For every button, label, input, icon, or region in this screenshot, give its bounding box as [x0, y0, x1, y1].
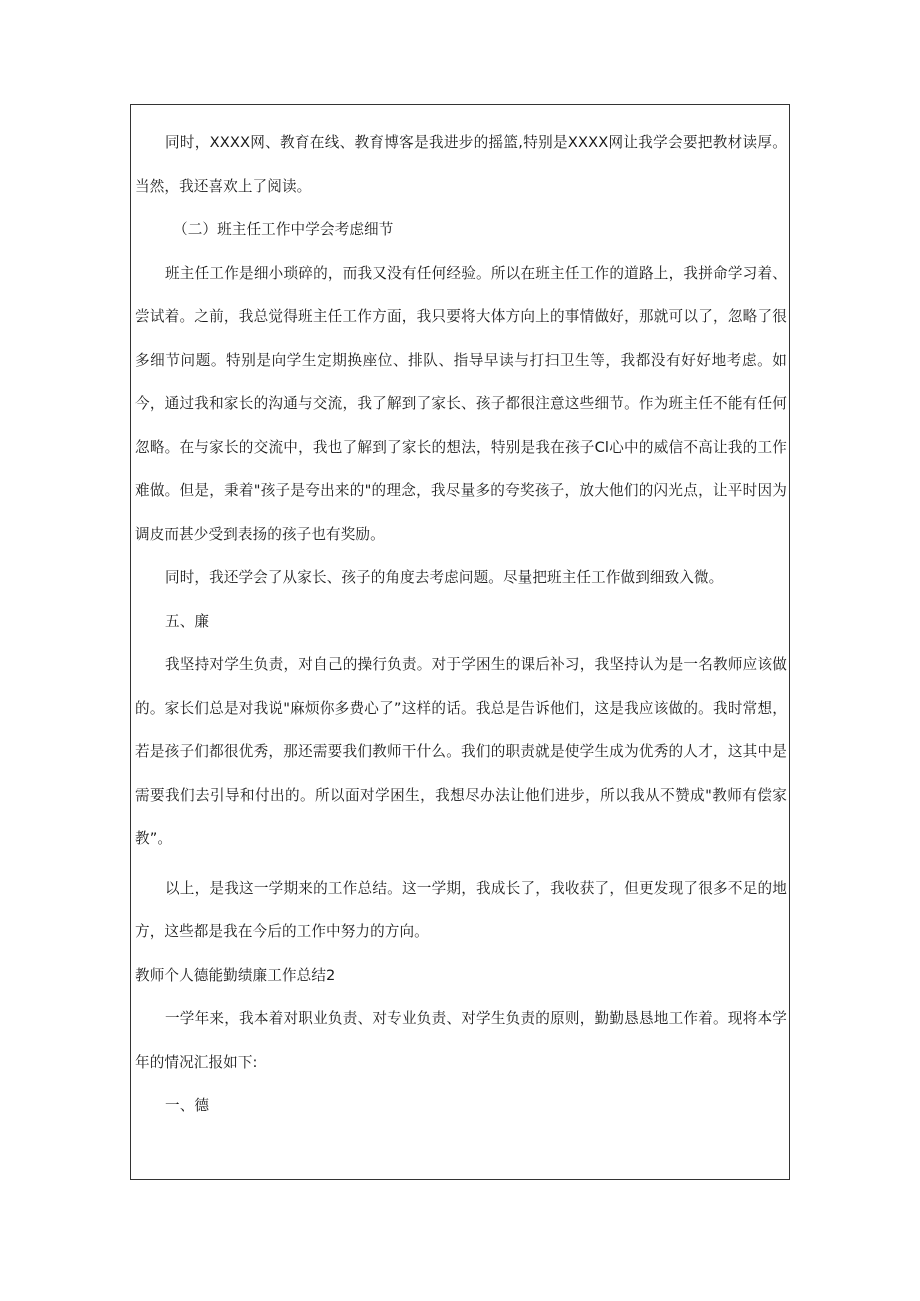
paragraph-perspective: 同时，我还学会了从家长、孩子的角度去考虑问题。尽量把班主任工作做到细致入微。: [165, 569, 724, 586]
section-heading-integrity: 五、廉: [165, 612, 210, 630]
document-frame: [130, 104, 790, 1180]
paragraph-conclusion: 以上，是我这一学期来的工作总结。这一学期，我成长了，我收获了，但更发现了很多不足的地方，这些都是我在今后的工作中努力的方向。: [135, 879, 787, 940]
document-title-2: 教师个人德能勤绩廉工作总结2: [135, 966, 336, 984]
paragraph-integrity: 我坚持对学生负责，对自己的操行负责。对于学困生的课后补习，我坚持认为是一名教师应该做的。家长们总是对我说"麻烦你多费心了”这样的话。我总是告诉他们，这是我应该做的。我时常想，若是孩子们都很优秀，那还需要我们教师干什么。我们的职责就是使学生成为优秀的人才，这其中是需要我们去引导和付出的。所以面对学困生，我想尽办法让他们进步，所以我从不赞成"教师有偿家教”。: [135, 656, 787, 847]
paragraph-online-learning: 同时，XXXX网、教育在线、教育博客是我进步的摇篮,特别是XXXX网让我学会要把教材读厚。当然，我还喜欢上了阅读。: [135, 134, 787, 195]
subheading-class-teacher-details: （二）班主任工作中学会考虑细节: [173, 221, 394, 238]
paragraph-intro-2: 一学年来，我本着对职业负责、对专业负责、对学生负责的原则，勤勤恳恳地工作着。现将本学年的情况汇报如下:: [135, 1010, 787, 1071]
section-heading-morality: 一、德: [165, 1097, 210, 1114]
document-body: [135, 121, 787, 1128]
paragraph-class-teacher-work: 班主任工作是细小琐碎的，而我又没有任何经验。所以在班主任工作的道路上，我拼命学习着、尝试着。之前，我总觉得班主任工作方面，我只要将大体方向上的事情做好，那就可以了，忽略了很多细节问题。特别是向学生定期换座位、排队、指导早读与打扫卫生等，我都没有好好地考虑。如今，通过我和家长的沟通与交流，我了解到了家长、孩子都很注意这些细节。作为班主任不能有任何忽略。在与家长的交流中，我也了解到了家长的想法，特别是我在孩子Cl心中的威信不高让我的工作难做。但是，秉着"孩子是夸出来的"的理念，我尽量多的夸奖孩子，放大他们的闪光点，让平时因为调皮而甚少受到表扬的孩子也有奖励。: [135, 264, 787, 543]
